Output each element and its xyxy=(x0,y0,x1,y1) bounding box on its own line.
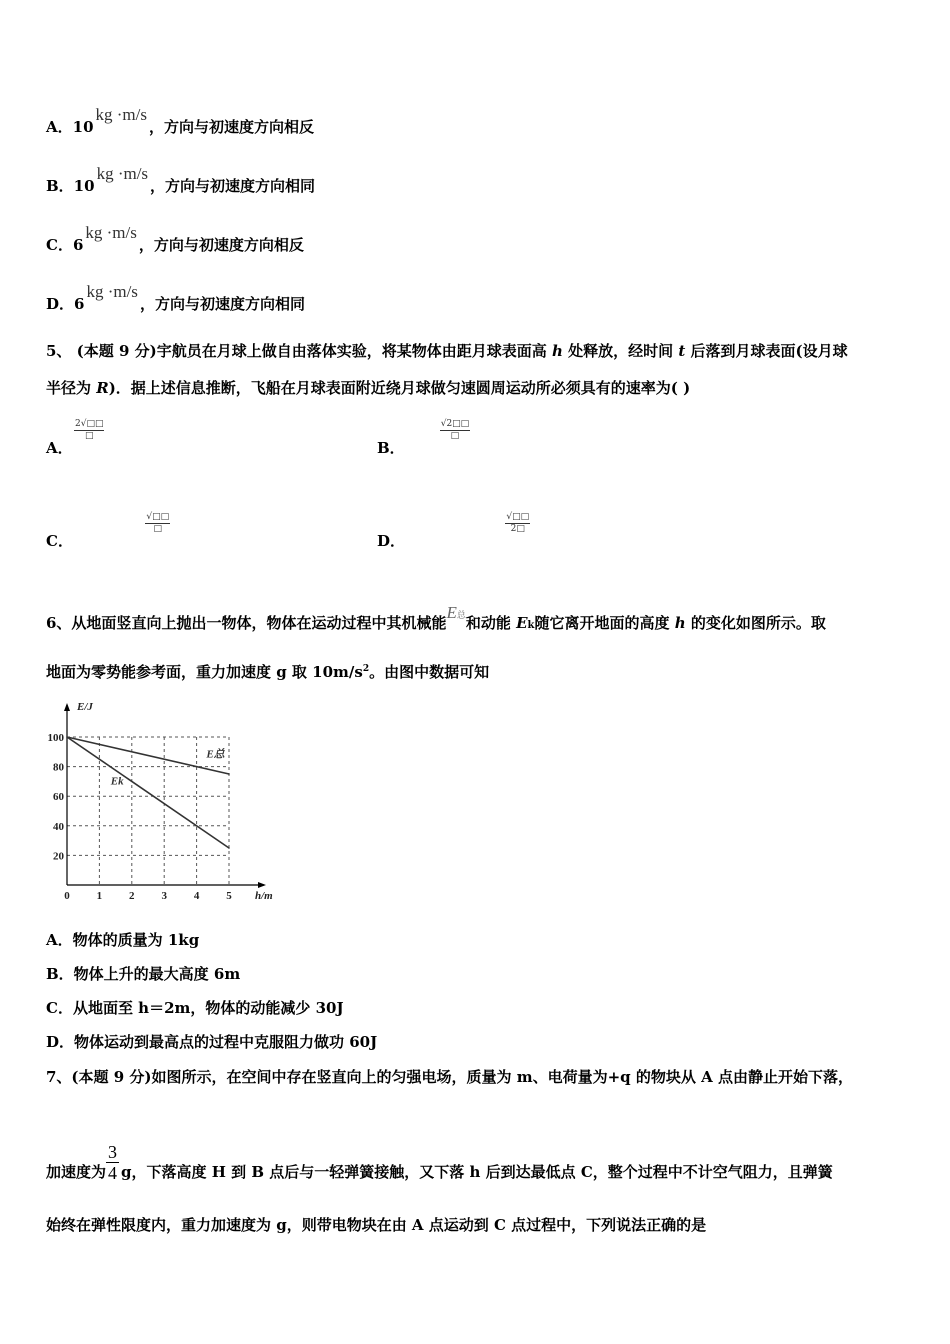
x-axis-arrow xyxy=(258,882,266,888)
text: 。由图中数据可知 xyxy=(369,663,490,681)
series-point xyxy=(66,736,68,738)
unit-kg-m-s: kg ·m/s xyxy=(85,223,137,242)
series-line-e-total xyxy=(67,737,229,774)
x-axis-label: h/m xyxy=(255,890,273,902)
chart-ticks xyxy=(48,732,233,902)
y-tick-label: 40 xyxy=(53,820,64,833)
text: 加速度为 xyxy=(46,1162,107,1181)
denominator: 2□ xyxy=(510,524,525,534)
q6-stem-line2 xyxy=(46,661,489,682)
denominator: □ xyxy=(153,524,163,534)
symbol: E xyxy=(516,614,528,632)
energy-height-chart xyxy=(40,695,290,907)
option-text: ，方向与初速度方向相同 xyxy=(139,295,305,313)
text: g，下落高度 H 到 B 点后与一轻弹簧接触，又下落 h 后到达最低点 C，整个过程中不计空气阻力，且弹簧 xyxy=(121,1162,833,1181)
symbol: E xyxy=(446,603,457,622)
option-label: A．10 xyxy=(46,118,94,136)
x-tick-label: 0 xyxy=(64,890,70,902)
q5-stem-line1 xyxy=(46,340,848,361)
x-tick-label: 1 xyxy=(96,890,103,902)
ek-symbol xyxy=(516,614,534,632)
chart-labels xyxy=(76,701,273,902)
chart-axes xyxy=(64,703,266,888)
numerator: 3 xyxy=(108,1142,118,1162)
option-text: D．物体运动到最高点的过程中克服阻力做功 60J xyxy=(46,1033,378,1051)
var-t: t xyxy=(678,342,686,360)
text: 6、从地面竖直向上抛出一物体，物体在运动过程中其机械能 xyxy=(46,614,447,632)
x-tick-label: 2 xyxy=(129,890,135,902)
option-label: A． xyxy=(46,439,73,457)
superscript: 2 xyxy=(362,664,370,674)
q5-option-c xyxy=(46,530,73,551)
numerator: 2√□□ xyxy=(75,419,104,429)
y-axis-arrow xyxy=(64,703,70,711)
q6-stem-line1 xyxy=(46,603,826,633)
option-text: C．从地面至 h＝2m，物体的动能减少 30J xyxy=(46,999,344,1017)
series-point xyxy=(228,847,230,849)
q6-option-a xyxy=(46,929,199,950)
q4-option-d xyxy=(46,282,305,314)
q7-stem-line3 xyxy=(46,1214,706,1235)
denominator: □ xyxy=(450,431,460,441)
var-h: h xyxy=(551,342,563,360)
q7-stem-line2 xyxy=(46,1130,833,1183)
option-label: C． xyxy=(46,532,73,550)
y-axis-label: E/J xyxy=(77,701,93,713)
var-r: R xyxy=(96,379,109,397)
option-text: ，方向与初速度方向相反 xyxy=(138,236,304,254)
text: 处释放，经时间 xyxy=(562,342,679,360)
series-label-ek: Ek xyxy=(110,775,124,788)
q4-option-b xyxy=(46,164,316,196)
unit-kg-m-s: kg ·m/s xyxy=(95,105,147,124)
q5-option-c-formula xyxy=(145,512,170,535)
text: 5、 (本题 9 分)宇航员在月球上做自由落体实验，将某物体由距月球表面高 xyxy=(46,342,552,360)
option-label: D． xyxy=(377,532,406,550)
e-total-symbol xyxy=(446,603,465,622)
q5-option-b xyxy=(377,437,405,458)
q7-stem-line1 xyxy=(46,1066,853,1087)
q4-option-a xyxy=(46,105,315,137)
text: 后落到月球表面(设月球 xyxy=(685,342,848,360)
option-label: B． xyxy=(377,439,405,457)
text: 随它离开地面的高度 xyxy=(534,614,675,632)
chart-grid xyxy=(67,737,229,885)
option-label: B．10 xyxy=(46,177,95,195)
y-tick-label: 80 xyxy=(53,761,64,774)
unit-kg-m-s: kg ·m/s xyxy=(96,164,149,183)
numerator: √2□□ xyxy=(440,419,470,429)
q6-option-d xyxy=(46,1031,377,1052)
series-line-ek xyxy=(67,737,229,848)
q6-option-c xyxy=(46,997,344,1018)
series-point xyxy=(228,773,230,775)
q4-option-c xyxy=(46,223,304,255)
y-tick-label: 100 xyxy=(47,732,64,744)
series-label-e-total: E总 xyxy=(206,748,225,761)
q5-stem-line2 xyxy=(46,377,690,398)
denominator: □ xyxy=(84,431,94,441)
x-tick-label: 5 xyxy=(226,890,232,902)
option-text: ，方向与初速度方向相反 xyxy=(149,118,315,136)
numerator: √□□ xyxy=(506,512,530,522)
q5-option-a-formula xyxy=(74,419,104,442)
option-label: C．6 xyxy=(46,236,84,254)
text: 和动能 xyxy=(465,614,517,632)
text: 的变化如图所示。取 xyxy=(685,614,826,632)
option-text: ，方向与初速度方向相同 xyxy=(150,177,316,195)
numerator: √□□ xyxy=(146,512,170,522)
option-text: A．物体的质量为 1kg xyxy=(46,931,200,949)
option-text: B．物体上升的最大高度 6m xyxy=(46,965,241,983)
subscript: k xyxy=(527,620,535,631)
subscript: 总 xyxy=(456,610,466,620)
denominator: 4 xyxy=(108,1163,118,1183)
text: 地面为零势能参考面，重力加速度 g 取 10m/s xyxy=(46,663,363,681)
text: 7、(本题 9 分)如图所示，在空间中存在竖直向上的匀强电场，质量为 m、电荷量为+q 的物块从 A 点由静止开始下落， xyxy=(46,1068,853,1086)
q5-option-d xyxy=(377,530,405,551)
x-tick-label: 3 xyxy=(161,890,167,902)
y-tick-label: 20 xyxy=(53,850,64,863)
q5-option-a xyxy=(46,437,73,458)
chart-series xyxy=(66,736,230,849)
text: 半径为 xyxy=(46,379,97,397)
q5-option-d-formula xyxy=(505,512,530,535)
option-label: D．6 xyxy=(46,295,85,313)
x-tick-label: 4 xyxy=(193,890,200,902)
var-h: h xyxy=(674,614,686,632)
text: 始终在弹性限度内，重力加速度为 g，则带电物块在由 A 点运动到 C 点过程中，下列说法正确的是 xyxy=(46,1216,707,1234)
q5-option-b-formula xyxy=(440,419,470,442)
fraction-three-quarters xyxy=(106,1142,119,1183)
y-tick-label: 60 xyxy=(53,791,64,804)
q6-option-b xyxy=(46,963,240,984)
unit-kg-m-s: kg ·m/s xyxy=(86,282,138,301)
text: )．据上述信息推断，飞船在月球表面附近绕月球做匀速圆周运动所必须具有的速率为( ) xyxy=(108,379,691,397)
